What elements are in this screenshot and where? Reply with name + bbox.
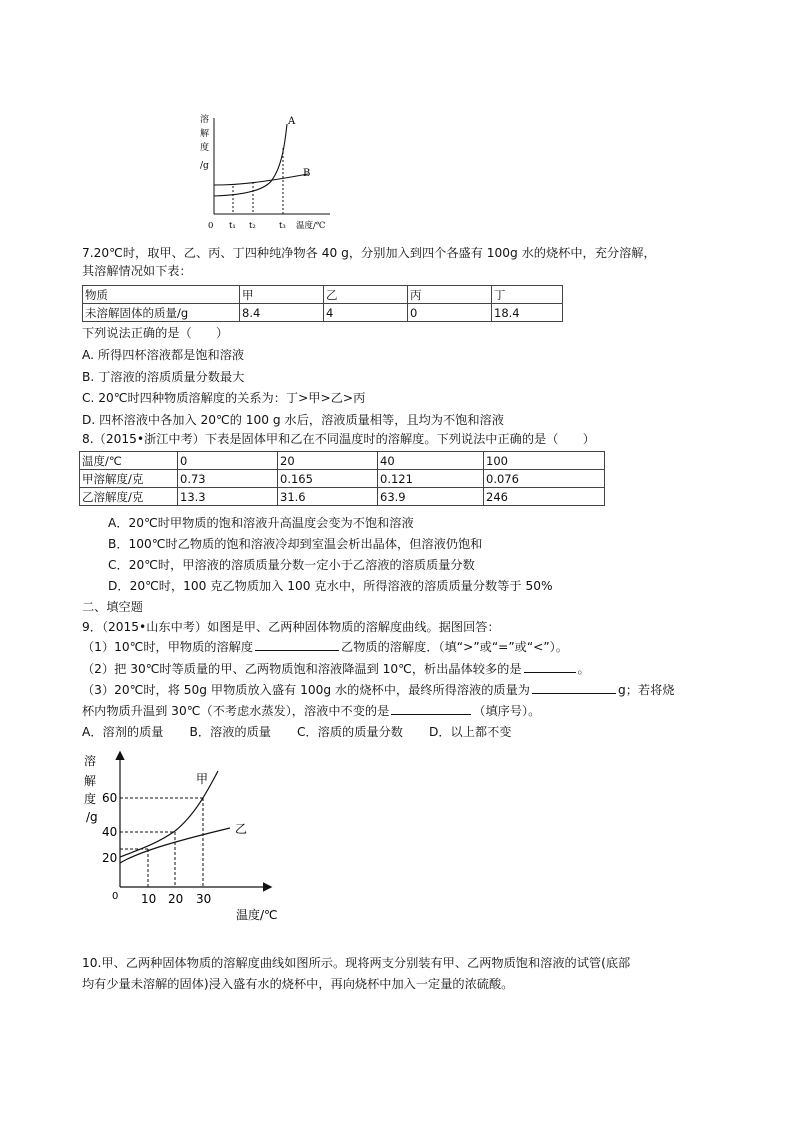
q10-line-2: 均有少量未溶解的固体)浸入盛有水的烧杯中，再向烧杯中加入一定量的浓硫酸。 bbox=[82, 977, 514, 991]
q8-row1-label: 甲溶解度/克 bbox=[80, 470, 178, 488]
q8-cell: 0.076 bbox=[484, 470, 605, 488]
q10-line-1: 10.甲、乙两种固体物质的溶解度曲线如图所示。现将两支分别装有甲、乙两物质饱和溶液的试管(底部 bbox=[82, 956, 631, 970]
q7-header-0: 物质 bbox=[83, 286, 240, 304]
q8-option-b: B．100℃时乙物质的饱和溶液冷却到室温会析出晶体，但溶液仍饱和 bbox=[108, 537, 483, 551]
q7-stem-1: 7.20℃时，取甲、乙、丙、丁四种纯净物各 40 g，分别加入到四个各盛有 100g 水的烧杯中，充分溶解， bbox=[82, 246, 656, 260]
q8-cell: 13.3 bbox=[178, 488, 278, 506]
q9-part-3 bbox=[82, 681, 674, 699]
graph2-xtick-30: 30 bbox=[196, 892, 212, 906]
q8-header-1: 0 bbox=[178, 452, 278, 470]
graph2-ytick-60: 60 bbox=[102, 791, 118, 805]
q7-header-1: 甲 bbox=[240, 286, 324, 304]
q9-blank-3[interactable] bbox=[532, 681, 616, 694]
q7-header-3: 丙 bbox=[408, 286, 492, 304]
q9-part-4 bbox=[82, 702, 540, 720]
graph2-xlabel: 温度/℃ bbox=[236, 908, 278, 922]
q7-cell-3: 0 bbox=[408, 304, 492, 322]
graph1-ylabel-2: 解 bbox=[200, 129, 210, 139]
q8-option-a: A．20℃时甲物质的饱和溶液升高温度会变为不饱和溶液 bbox=[108, 516, 414, 530]
q7-stem-2: 其溶解情况如下表： bbox=[82, 264, 192, 278]
q9-option-d: D．以上都不变 bbox=[428, 725, 512, 739]
q8-cell: 0.165 bbox=[278, 470, 378, 488]
q9-option-c: C．溶质的质量分数 bbox=[296, 725, 403, 739]
graph2-label-jia: 甲 bbox=[196, 772, 209, 786]
q9-blank-4[interactable] bbox=[391, 702, 471, 715]
graph1-origin: 0 bbox=[208, 221, 214, 231]
q9-stem: 9．（2015•山东中考）如图是甲、乙两种固体物质的溶解度曲线。据图回答： bbox=[82, 620, 500, 634]
graph1-curve-b bbox=[214, 174, 308, 185]
graph1-ylabel-1: 溶 bbox=[200, 115, 210, 125]
q9-part-4-tail: （填序号）。 bbox=[473, 704, 541, 718]
graph2-ylabel-2: 解 bbox=[84, 774, 97, 788]
q7-header-2: 乙 bbox=[324, 286, 408, 304]
q8-cell: 63.9 bbox=[378, 488, 484, 506]
q8-row2-label: 乙溶解度/克 bbox=[80, 488, 178, 506]
q9-blank-2[interactable] bbox=[524, 660, 576, 673]
table-row bbox=[83, 304, 563, 322]
graph1-tick-t1: t₁ bbox=[229, 221, 236, 231]
q8-header-3: 40 bbox=[378, 452, 484, 470]
graph2-origin: 0 bbox=[112, 891, 119, 902]
q9-part-1-text: （1）10℃时，甲物质的溶解度 bbox=[82, 640, 254, 654]
graph2-xtick-10: 10 bbox=[141, 892, 157, 906]
q8-cell: 246 bbox=[484, 488, 605, 506]
q7-cell-2: 4 bbox=[324, 304, 408, 322]
q7-row-label: 未溶解固体的质量/g bbox=[83, 304, 240, 322]
q9-part-3-text: （3）20℃时，将 50g 甲物质放入盛有 100g 水的烧杯中，最终所得溶液的质量为 bbox=[82, 683, 530, 697]
graph2-xtick-20: 20 bbox=[168, 892, 184, 906]
graph2-ylabel-1: 溶 bbox=[84, 754, 97, 768]
q7-option-a: A. 所得四杯溶液都是饱和溶液 bbox=[82, 348, 245, 362]
solubility-graph-2 bbox=[80, 745, 300, 925]
q9-options bbox=[82, 723, 512, 741]
q7-option-d: D. 四杯溶液中各加入 20℃的 100 g 水后，溶液质量相等，且均为不饱和溶液 bbox=[82, 413, 504, 427]
q9-blank-1[interactable] bbox=[255, 638, 339, 651]
q9-part-1-tail: 乙物质的溶解度．（填“>”或“=”或“<”）。 bbox=[341, 640, 568, 654]
graph1-ylabel-4: /g bbox=[200, 161, 209, 171]
q9-option-b: B．溶液的质量 bbox=[189, 725, 271, 739]
graph2-ylabel-4: /g bbox=[86, 810, 98, 824]
q8-option-d: D．20℃时，100 克乙物质加入 100 克水中，所得溶液的溶质质量分数等于 50% bbox=[108, 579, 553, 593]
graph1-xlabel: 温度/℃ bbox=[296, 221, 326, 231]
q7-option-b: B. 丁溶液的溶质质量分数最大 bbox=[82, 370, 245, 384]
q8-table bbox=[79, 451, 605, 506]
q9-part-3-tail: g；若将烧 bbox=[617, 683, 675, 697]
q9-part-2 bbox=[82, 660, 590, 678]
q8-cell: 0.73 bbox=[178, 470, 278, 488]
graph1-tick-t3: t₃ bbox=[279, 221, 286, 231]
q9-part-1 bbox=[82, 638, 568, 656]
graph2-ytick-20: 20 bbox=[102, 851, 118, 865]
graph2-label-yi: 乙 bbox=[235, 822, 248, 836]
q8-cell: 0.121 bbox=[378, 470, 484, 488]
q8-header-4: 100 bbox=[484, 452, 605, 470]
table-row bbox=[80, 488, 605, 506]
q7-cell-1: 8.4 bbox=[240, 304, 324, 322]
q8-stem: 8.（2015•浙江中考）下表是固体甲和乙在不同温度时的溶解度。下列说法中正确的是（ ） bbox=[82, 432, 595, 446]
table-row bbox=[80, 452, 605, 470]
table-row bbox=[83, 286, 563, 304]
q8-header-2: 20 bbox=[278, 452, 378, 470]
q8-header-0: 温度/℃ bbox=[80, 452, 178, 470]
graph1-label-a: A bbox=[288, 116, 296, 127]
graph2-ytick-40: 40 bbox=[102, 825, 118, 839]
q7-header-4: 丁 bbox=[492, 286, 563, 304]
q7-cell-4: 18.4 bbox=[492, 304, 563, 322]
q8-cell: 31.6 bbox=[278, 488, 378, 506]
q7-option-c: C. 20℃时四种物质溶解度的关系为：丁>甲>乙>丙 bbox=[82, 391, 366, 405]
q7-prompt: 下列说法正确的是（ ） bbox=[82, 326, 229, 340]
q9-part-2-tail: 。 bbox=[577, 662, 590, 676]
q7-table bbox=[82, 285, 563, 322]
q8-option-c: C．20℃时，甲溶液的溶质质量分数一定小于乙溶液的溶质质量分数 bbox=[108, 558, 475, 572]
graph1-tick-t2: t₂ bbox=[249, 221, 256, 231]
graph1-ylabel-3: 度 bbox=[200, 143, 210, 153]
solubility-graph-1 bbox=[190, 108, 350, 240]
graph1-label-b: B bbox=[303, 168, 311, 179]
graph2-ylabel-3: 度 bbox=[84, 792, 97, 806]
section-title: 二、填空题 bbox=[82, 600, 143, 614]
q9-part-2-text: （2）把 30℃时等质量的甲、乙两物质饱和溶液降温到 10℃，析出晶体较多的是 bbox=[82, 662, 522, 676]
q9-part-4-text: 杯内物质升温到 30℃（不考虑水蒸发），溶液中不变的是 bbox=[82, 704, 390, 718]
table-row bbox=[80, 470, 605, 488]
q9-option-a: A．溶剂的质量 bbox=[82, 725, 164, 739]
